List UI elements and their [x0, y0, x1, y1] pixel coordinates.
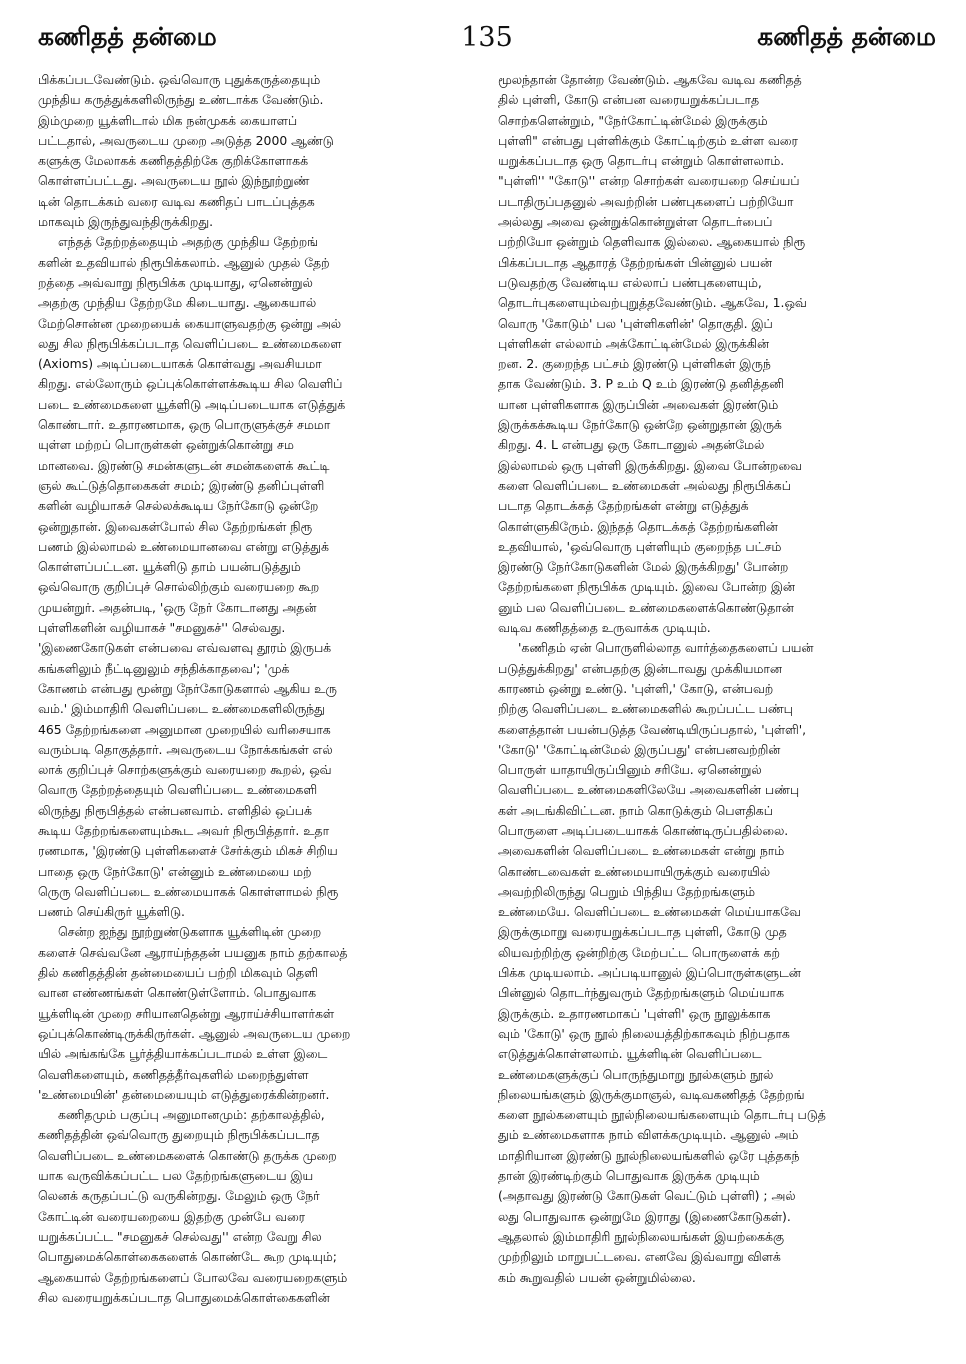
text-line: புள்ளிகளின் வழியாகச் "சமனுகச்'' செல்வது.: [38, 620, 286, 636]
text-line: சில வரையறுக்கப்படாத பொதுமைக்கொள்கைகளின்: [38, 1289, 330, 1305]
text-line: முற்றிலும் மாறுபட்டவை. எனவே இவ்வாறு விளக்: [498, 1249, 781, 1265]
text-line: கொள்ளப்பட்டன. யூக்ளிடு தாம் பயன்படுத்தும்: [38, 559, 301, 575]
text-line: லாக் குறிப்புச் சொற்களுக்கும் வரையறை கூறல், ஒவ்: [38, 762, 332, 778]
left-column: [38, 70, 474, 1350]
text-line: றன. 2. குறைந்த பட்சம் இரண்டு புள்ளிகள் இருந்: [498, 356, 771, 372]
text-line: தில் கணிதத்தின் தன்மையைப் பற்றி மிகவும் தெளி: [38, 965, 318, 981]
text-line: படாத தொடக்கத் தேற்றங்கள் என்று எடுத்துக்: [498, 498, 749, 514]
page-number: 135: [461, 22, 513, 53]
text-line: ரணமாக, 'இரண்டு புள்ளிகளைச் சேர்க்கும் மிகச் சிறிய: [38, 843, 338, 859]
text-line: தொடர்புகளையும்வற்புறுத்தவேண்டும். ஆகவே, 1.ஒவ்: [498, 295, 807, 311]
text-line: 'இணைகோடுகள் என்பவை எவ்வளவு தூரம் இருபக்: [38, 640, 332, 656]
text-line: கணிதமும் பகுப்பு அனுமானமும்: தற்காலத்தில்,: [58, 1107, 325, 1123]
text-line: இருக்கக்கூடிய நேர்கோடு ஒன்றே ஒன்றுதான் இருக்: [498, 417, 782, 433]
text-line: மூலந்தான் தோன்ற வேண்டும். ஆகவே வடிவ கணிதத்: [498, 72, 802, 87]
text-line: பின்னுல் தொடர்ந்துவரும் தேற்றங்களும் மெய்யாக: [498, 985, 785, 1001]
text-line: இரண்டு நேர்கோடுகளின் மேல் இருக்கிறது' போன்ற: [498, 559, 789, 575]
text-line: ருெரு வெளிப்படை உண்மையாகக் கொள்ளாமல் நிரூ: [38, 883, 339, 899]
text-line: படாதிருப்பதனுல் அவற்றின் பண்புகளைப் பற்றியோ: [498, 193, 794, 209]
text-line: அவைகளின் வெளிப்படை உண்மைகள் என்று நாம்: [498, 843, 785, 859]
text-line: காரணம் ஒன்று உண்டு. 'புள்ளி,' கோடு, என்பவற்: [498, 680, 774, 696]
text-line: ஒப்புக்கொண்டிருக்கிருர்கள். ஆனுல் அவருடைய முறை: [38, 1025, 351, 1041]
text-line: இம்முறை யூக்ளிடால் மிக நன்முகக் கையாளப்: [38, 112, 298, 128]
text-line: சென்ற ஐந்து நூற்றுண்டுகளாக யூக்ளிடின் முறை: [58, 924, 322, 940]
text-line: வம்.' இம்மாதிரி வெளிப்படை உண்மைகளிலிருந்து: [38, 701, 325, 717]
text-line: வடிவ கணிதத்தை உருவாக்க முடியும்.: [498, 620, 711, 636]
text-line: படுத்துக்கிறது' என்பதற்கு இன்டாவது முக்கியமான: [498, 660, 782, 676]
text-line: பிக்கப்படாத ஆதாரத் தேற்றங்கள் பின்னுல் பயன்: [498, 254, 772, 270]
text-line: நிலையங்களும் இருக்குமாஞல், வடிவகணிதத் தேற்றங்: [498, 1086, 805, 1102]
text-line: ஒவ்வொரு குறிப்புச் சொல்லிற்கும் வரையறை கூற: [38, 579, 320, 595]
text-line: வும் 'கோடு' ஒரு நூல் நிலையத்திற்காகவும் நிற்பதாக: [498, 1025, 790, 1041]
text-line: யான புள்ளிகளாக இருப்பின் அவைகள் இரண்டும்: [498, 396, 779, 412]
text-line: களை வெளிப்படை உண்மைகள் அல்லது நிரூபிக்கப்: [498, 477, 791, 493]
text-line: ஆதலால் இம்மாதிரி நூல்நிலையங்கள் இயற்கைக்கு: [498, 1228, 784, 1244]
text-line: 'உண்மையின்' தன்மையையும் எடுத்துரைக்கின்றனர்.: [38, 1086, 330, 1102]
running-title-right: கணிதத் தன்மை: [757, 22, 936, 51]
text-line: இல்லாமல் ஒரு புள்ளி இருக்கிறது. இவை போன்றவை: [498, 457, 802, 473]
text-line: (Axioms) அடிப்படையாகக் கொள்வது அவசியமா: [38, 356, 322, 372]
right-column: [498, 70, 934, 1350]
text-line: அல்லது அவை ஒன்றுக்கொன்றுள்ள தொடர்பைப்: [498, 214, 773, 230]
text-line: முந்திய கருத்துக்களிலிருந்து உண்டாக்க வேண்டும்.: [38, 92, 324, 108]
text-line: பொருள் யாதாயிருப்பினும் சரியே. ஏனென்றுல்: [498, 762, 762, 778]
text-line: களின் உதவியால் நிரூபிக்கலாம். ஆனுல் முதல் தேற்: [38, 254, 330, 270]
text-line: பொருளை அடிப்படையாகக் கொண்டிருப்பதில்லை.: [498, 822, 789, 838]
text-line: கூடிய தேற்றங்களையும்கூட அவர் நிரூபித்தார். உதா: [38, 822, 330, 838]
text-line: கொண்டார். உதாரணமாக, ஒரு பொருளுக்குச் சமமா: [38, 417, 331, 433]
text-line: உண்மைகளுக்குப் பொருந்துமாறு நூல்களும் நூல்: [498, 1066, 774, 1082]
text-line: வெளிப்படை உண்மைகளிலேயே அவைகளின் பண்பு: [498, 782, 800, 798]
text-line: தேற்றங்களை நிரூபிக்க முடியும். இவை போன்ற இன்: [498, 579, 795, 595]
text-line: கோணம் என்பது மூன்று நேர்கோடுகளால் ஆகிய உரு: [38, 680, 337, 696]
text-line: களைத்தான் பயன்படுத்த வேண்டியிருப்பதால், 'புள்ளி',: [498, 721, 807, 737]
text-line: கிறது. 4. L என்பது ஒரு கோடானுல் அதன்மேல்: [498, 437, 765, 453]
text-line: புள்ளி" என்பது புள்ளிக்கும் கோட்டிற்கும் உள்ள வரை: [498, 132, 798, 148]
text-line: கொண்டவைகள் உண்மையாயிருக்கும் வரையில்: [498, 863, 771, 879]
text-line: லது சில நிரூபிக்கப்படாத வெளிப்படை உண்மைகளை: [38, 335, 342, 351]
text-line: களின் வழியாகச் செல்லக்கூடிய நேர்கோடு ஒன்றே: [38, 498, 319, 514]
text-line: மேற்சொன்ன முறையைக் கையாளுவதற்கு ஒன்று அல்: [38, 315, 342, 331]
running-title-left: கணிதத் தன்மை: [38, 22, 217, 51]
text-line: ஒன்றுதான். இவைகள்போல் சில தேற்றங்கள் நிரூ: [38, 518, 313, 534]
text-line: டின் தொடக்கம் வரை வடிவ கணிதப் பாடப்புத்தக: [38, 193, 315, 209]
text-line: கொள்ளுகிருேம். இந்தத் தொடக்கத் தேற்றங்களின்: [498, 518, 778, 534]
text-line: வொரு 'கோடும்' பல 'புள்ளிகளின்' தொகுதி. இப்: [498, 315, 773, 331]
text-line: யூக்ளிடின் முறை சரியானதென்று ஆராய்ச்சியாளர்கள்: [38, 1005, 335, 1021]
text-line: 465 தேற்றங்களை அனுமான முறையில் வரிசையாக: [38, 721, 331, 737]
text-line: பாதை ஒரு நேர்கோடு' என்னும் உண்மையை மற்: [38, 863, 312, 879]
text-line: யில் அங்கங்கே பூர்த்தியாக்கப்படாமல் உள்ள இடை: [38, 1046, 328, 1062]
text-line: படுவதற்கு வேண்டிய எல்லாப் பண்புகளையும்,: [498, 274, 762, 290]
page-header: [38, 22, 936, 66]
text-line: லிருந்து நிரூபித்தல் என்பனவாம். எளிதில் ஒப்பக்: [38, 802, 312, 818]
text-line: அதற்கு முந்திய தேற்றமே கிடையாது. ஆகையால்: [38, 295, 317, 311]
text-line: தில் புள்ளி, கோடு என்பன வரையறுக்கப்படாத: [498, 92, 760, 108]
text-line: பற்றியோ ஒன்றும் தெளிவாக இல்லை. ஆகையால் நிரூ: [498, 234, 806, 250]
text-line: தாக வேண்டும். 3. P உம் Q உம் இரண்டு தனித்தனி: [498, 376, 784, 392]
text-line: களை நூல்களையும் நூல்நிலையங்களையும் தொடர்பு படுத்: [498, 1107, 826, 1123]
text-line: தான் இரண்டிற்கும் பொதுவாக இருக்க முடியும்: [498, 1168, 760, 1184]
text-line: கொள்ளப்பட்டது. அவருடைய நூல் இந்நூற்றுண்: [38, 173, 310, 189]
text-line: பிக்க முடியலாம். அப்படியானுல் இப்பொருள்களுடன்: [498, 965, 801, 981]
text-line: பணம் இல்லாமல் உண்மையானவை என்று எடுத்துக்: [38, 538, 329, 554]
text-line: பொதுமைக்கொள்கைகளைக் கொண்டே கூற முடியும்;: [38, 1249, 337, 1265]
text-line: முயன்றுர். அதன்படி, 'ஒரு நேர் கோடானது அதன்: [38, 599, 317, 615]
text-line: அவற்றிலிருந்து பெறும் பிந்திய தேற்றங்களும்: [498, 883, 756, 899]
text-line: உதவியால், 'ஒவ்வொரு புள்ளியும் குறைந்த பட்சம்: [498, 538, 782, 554]
text-line: மாதிரியான இரண்டு நூல்நிலையங்களில் ஒரே புத்தகந்: [498, 1147, 800, 1163]
text-line: மாகவும் இருந்துவந்திருக்கிறது.: [38, 214, 214, 230]
text-line: னும் பல வெளிப்படை உண்மைகளைக்கொண்டுதான்: [498, 599, 794, 615]
text-line: கணிதத்தின் ஒவ்வொரு துறையும் நிரூபிக்கப்படாத: [38, 1127, 320, 1143]
text-line: கங்களிலும் நீட்டினுலும் சந்திக்காதவை'; 'முக்: [38, 660, 290, 676]
text-line: படை உண்மைகளை யூக்ளிடு அடிப்படையாக எடுத்துக்: [38, 396, 346, 412]
text-line: யுள்ள மற்றப் பொருள்கள் ஒன்றுக்கொன்று சம: [38, 437, 294, 453]
text-line: வரும்படி தொகுத்தார். அவருடைய நோக்கங்கள் எல்: [38, 741, 333, 757]
text-line: களைச் செவ்வனே ஆராய்ந்ததன் பயனுக நாம் தற்காலத்: [38, 944, 348, 960]
text-line: கோட்டின் வரையறையை இதற்கு முன்பே வரை: [38, 1208, 306, 1224]
text-line: கிறது. எல்லோரும் ஒப்புக்கொள்ளக்கூடிய சில வெளிப்: [38, 376, 343, 392]
text-line: எடுத்துக்கொள்ளலாம். யூக்ளிடின் வெளிப்படை: [498, 1046, 762, 1062]
text-line: சொற்களென்றும், "நேர்கோட்டின்மேல் இருக்கும்: [498, 112, 768, 128]
text-line: லது பொதுவாக ஒன்றுமே இராது (இணைகோடுகள்).: [498, 1208, 791, 1224]
text-line: பிக்கப்படவேண்டும். ஒவ்வொரு புதுக்கருத்தையும்: [38, 72, 321, 87]
text-line: களுக்கு மேலாகக் கணிதத்திற்கே குறிக்கோளாகக்: [38, 153, 308, 169]
text-line: வெளிப்படை உண்மைகளைக் கொண்டு தருக்க முறை: [38, 1147, 337, 1163]
text-line: கம் கூறுவதில் பயன் ஒன்றுமில்லை.: [498, 1269, 696, 1285]
text-line: பட்டதால், அவருடைய முறை அடுத்த 2000 ஆண்டு: [38, 132, 334, 148]
text-line: 'கணிதம் ஏன் பொருளில்லாத வார்த்தைகளைப் பயன்: [518, 640, 814, 656]
text-line: புள்ளிகள் எல்லாம் அக்கோட்டின்மேல் இருக்கின்: [498, 335, 770, 351]
text-line: கள் அடங்கிவிட்டன. நாம் கொடுக்கும் பௌதிகப்: [498, 802, 773, 818]
text-line: 'கோடு' 'கோட்டின்மேல் இருப்பது' என்பனவற்றின்: [498, 741, 781, 757]
text-line: யறுக்கப்படாத ஒரு தொடர்பு என்றும் கொள்ளலாம்.: [498, 153, 785, 169]
text-line: ஞல் கூட்டுத்தொகைகள் சமம்; இரண்டு தனிப்புள்ளி: [38, 477, 325, 493]
text-line: வெளிகளையும், கணிதத்தீர்வுகளில் மறைந்துள்ள: [38, 1066, 309, 1082]
text-line: ஆகையால் தேற்றங்களைப் போலவே வரையறைகளும்: [38, 1269, 348, 1285]
text-line: உண்மையே. வெளிப்படை உண்மைகள் மெய்யாகவே: [498, 904, 801, 920]
text-line: வான எண்ணங்கள் கொண்டுள்ளோம். பொதுவாக: [38, 985, 317, 1001]
text-line: இருக்கும். உதாரணமாகப் 'புள்ளி' ஒரு நூலுக்காக: [498, 1005, 771, 1021]
text-line: பணம் செய்கிருர் யூக்ளிடு.: [38, 904, 185, 920]
text-line: "புள்ளி'' "கோடு'' என்ற சொற்கள் வரையறை செய்யப்: [498, 173, 800, 189]
text-line: எந்தத் தேற்றத்தையும் அதற்கு முந்திய தேற்றங்: [58, 234, 318, 250]
text-line: வொரு தேற்றத்தையும் வெளிப்படை உண்மைகளி: [38, 782, 318, 798]
text-line: மானவை. இரண்டு சமன்களுடன் சமன்களைக் கூட்டி: [38, 457, 330, 473]
text-line: றிற்கு வெளிப்படை உண்மைகளில் கூறப்பட்ட பண்பு: [498, 701, 793, 717]
text-line: யறுக்கப்பட்ட "சமனுகச் செல்வது'' என்ற வேறு சில: [38, 1228, 322, 1244]
text-line: றத்தை அவ்வாறு நிரூபிக்க முடியாது, ஏனென்றுல்: [38, 274, 313, 290]
text-line: (அதாவது இரண்டு கோடுகள் வெட்டும் புள்ளி) ; அல்: [498, 1188, 796, 1204]
text-line: யாக வருவிக்கப்பட்ட பல தேற்றங்களுடைய இய: [38, 1168, 314, 1184]
text-line: லெனக் கருதப்பட்டு வருகின்றது. மேலும் ஒரு நேர்: [38, 1188, 320, 1204]
text-line: லியவற்றிற்கு ஒன்றிற்கு மேற்பட்ட பொருளைக் கற்: [498, 944, 780, 960]
text-line: தும் உண்மைகளாக நாம் விளக்கமுடியும். ஆனுல் அம்: [498, 1127, 799, 1143]
text-line: இருக்குமாறு வரையறுக்கப்படாத புள்ளி, கோடு முத: [498, 924, 787, 940]
